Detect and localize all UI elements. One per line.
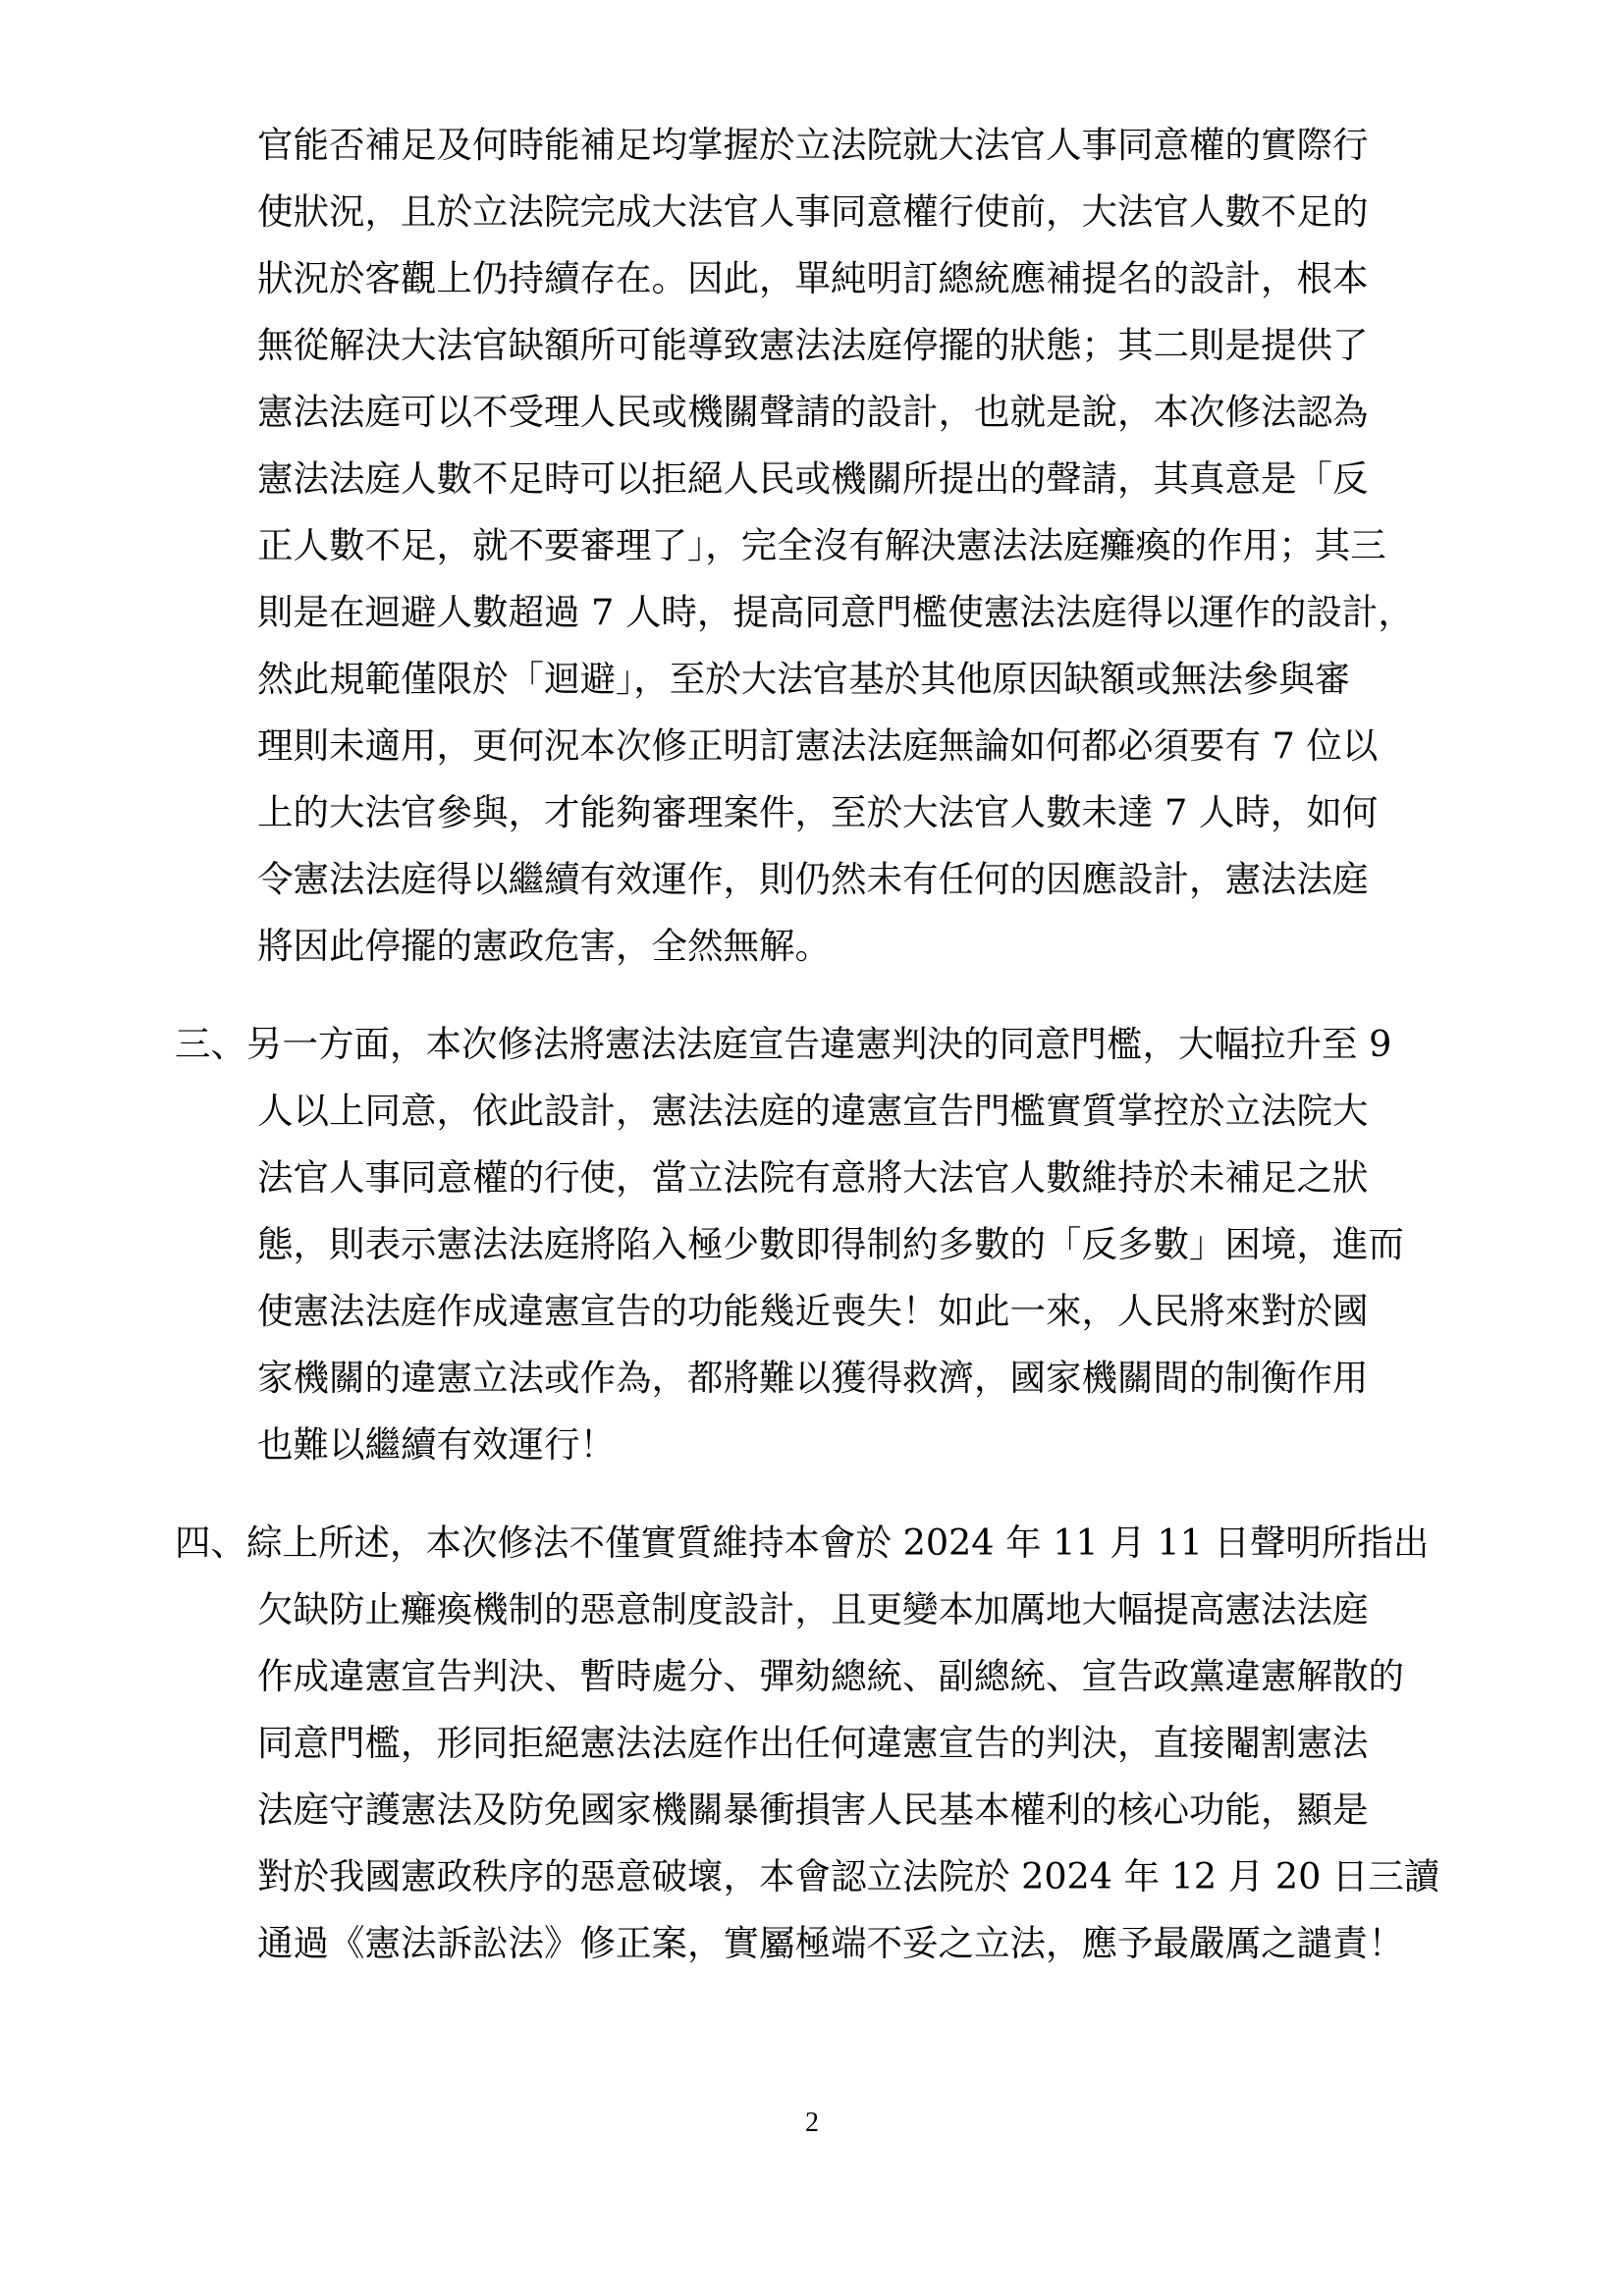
text-line: 使狀況，且於立法院完成大法官人事同意權行使前，大法官人數不足的 (257, 190, 1369, 233)
text-line: 則是在迴避人數超過 7 人時，提高同意門檻使憲法法庭得以運作的設計， (257, 591, 1414, 633)
text-line: 法官人事同意權的行使，當立法院有意將大法官人數維持於未補足之狀 (257, 1156, 1369, 1199)
text-line: 作成違憲宣告判決、暫時處分、彈劾總統、副總統、宣告政黨違憲解散的 (257, 1655, 1404, 1697)
text-line: 四、綜上所述，本次修法不僅實質維持本會於 2024 年 11 月 11 日聲明所指出 (175, 1522, 1430, 1564)
text-line: 理則未適用，更何況本次修正明訂憲法法庭無論如何都必須要有 7 位以 (257, 724, 1379, 767)
text-line: 官能否補足及何時能補足均掌握於立法院就大法官人事同意權的實際行 (257, 124, 1369, 166)
text-line: 狀況於客觀上仍持續存在。因此，單純明訂總統應補提名的設計，根本 (257, 257, 1369, 299)
text-line: 也難以繼續有效運行！ (257, 1423, 616, 1466)
text-line: 無從解決大法官缺額所可能導致憲法法庭停擺的狀態；其二則是提供了 (257, 324, 1369, 366)
text-line: 態，則表示憲法法庭將陷入極少數即得制約多數的「反多數」困境，進而 (257, 1223, 1404, 1265)
text-line: 正人數不足，就不要審理了」，完全沒有解決憲法法庭癱瘓的作用；其三 (257, 524, 1386, 566)
text-line: 然此規範僅限於「迴避」，至於大法官基於其他原因缺額或無法參與審 (257, 658, 1351, 700)
text-line: 憲法法庭可以不受理人民或機關聲請的設計，也就是說，本次修法認為 (257, 391, 1369, 433)
text-line: 憲法法庭人數不足時可以拒絕人民或機關所提出的聲請，其真意是「反 (257, 457, 1369, 500)
text-line: 將因此停擺的憲政危害，全然無解。 (257, 925, 831, 967)
text-line: 上的大法官參與，才能夠審理案件，至於大法官人數未達 7 人時，如何 (257, 791, 1379, 833)
text-line: 家機關的違憲立法或作為，都將難以獲得救濟，國家機關間的制衡作用 (257, 1357, 1369, 1399)
text-line: 對於我國憲政秩序的惡意破壞，本會認立法院於 2024 年 12 月 20 日三讀 (257, 1855, 1440, 1897)
text-line: 通過《憲法訴訟法》修正案，實屬極端不妥之立法，應予最嚴厲之譴責！ (257, 1922, 1404, 1964)
text-line: 使憲法法庭作成違憲宣告的功能幾近喪失！如此一來，人民將來對於國 (257, 1290, 1369, 1332)
text-line: 人以上同意，依此設計，憲法法庭的違憲宣告門檻實質掌控於立法院大 (257, 1090, 1369, 1132)
text-line: 同意門檻，形同拒絕憲法法庭作出任何違憲宣告的判決，直接閹割憲法 (257, 1722, 1369, 1764)
text-line: 三、另一方面，本次修法將憲法法庭宣告違憲判決的同意門檻，大幅拉升至 9 (175, 1023, 1392, 1065)
text-line: 欠缺防止癱瘓機制的惡意制度設計，且更變本加厲地大幅提高憲法法庭 (257, 1588, 1369, 1630)
text-line: 法庭守護憲法及防免國家機關暴衝損害人民基本權利的核心功能，顯是 (257, 1789, 1369, 1831)
page-number: 2 (805, 2108, 819, 2138)
text-line: 令憲法法庭得以繼續有效運作，則仍然未有任何的因應設計，憲法法庭 (257, 858, 1369, 900)
